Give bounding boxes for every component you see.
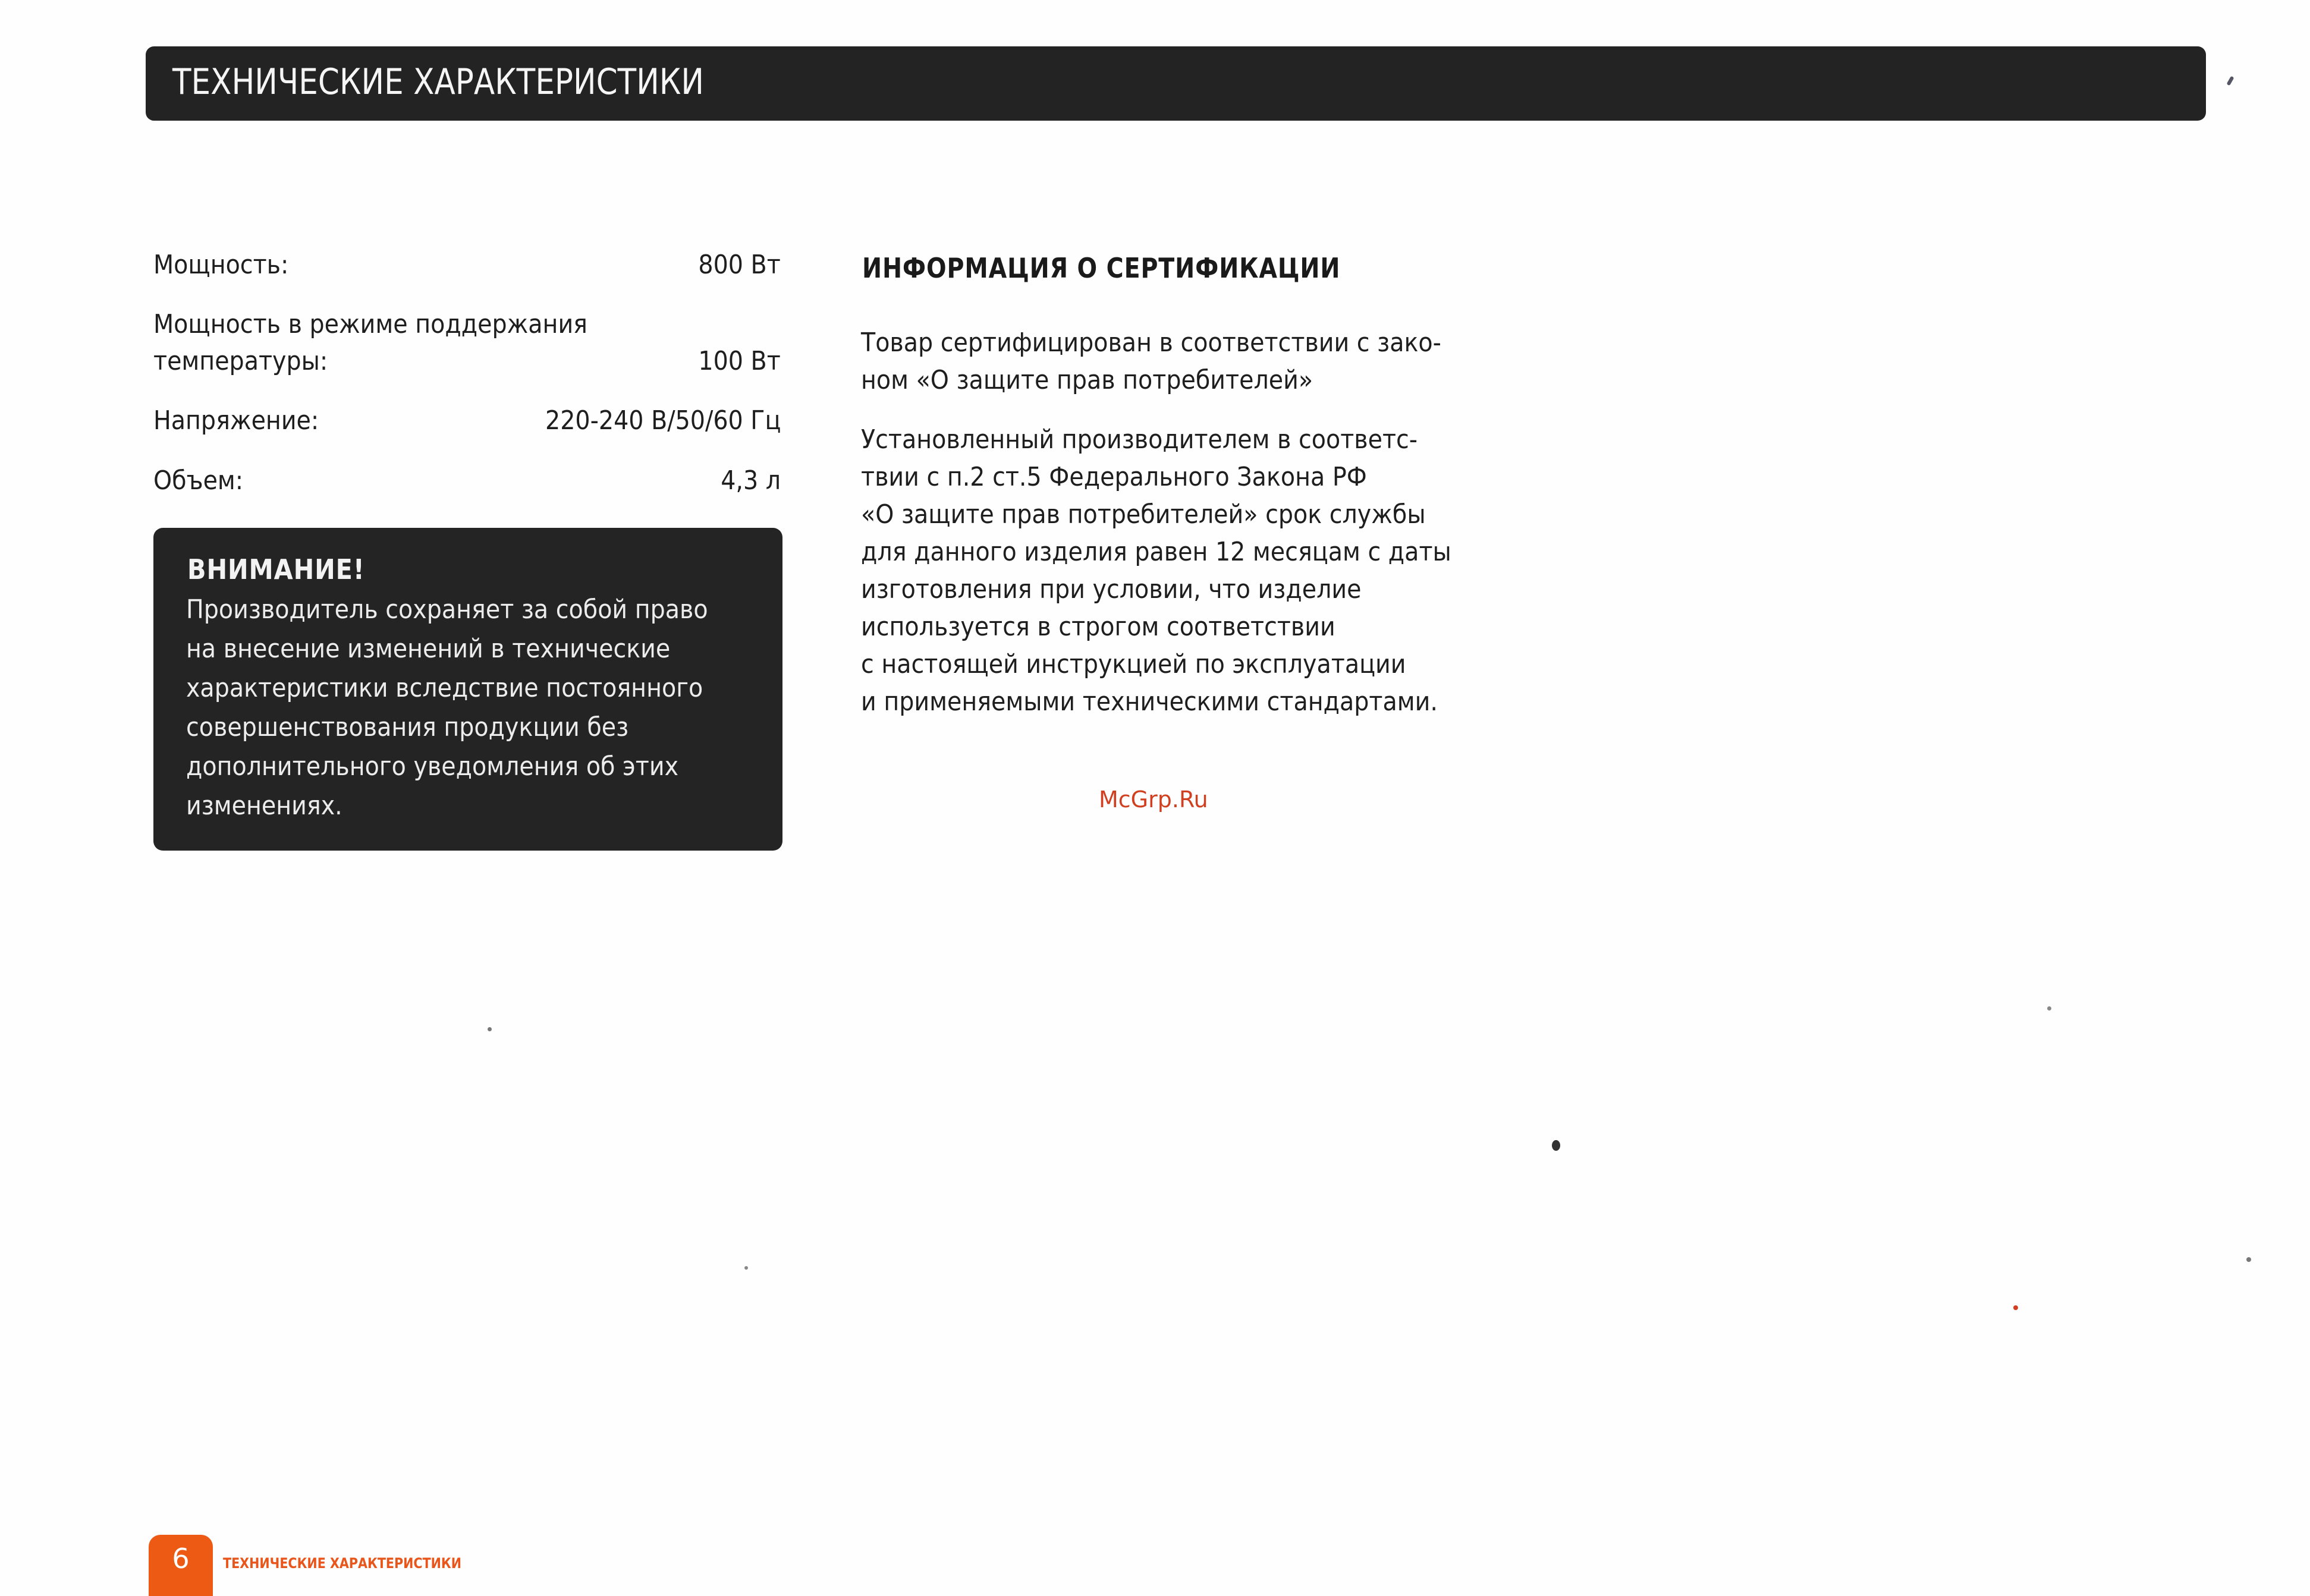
section-title: ТЕХНИЧЕСКИЕ ХАРАКТЕРИСТИКИ [172,61,705,103]
certification-line: используется в строгом соответствии [861,612,1335,642]
certification-line: Товар сертифицирован в соответствии с зако- [861,328,1441,358]
warning-line: дополнительного уведомления об этих [186,751,679,782]
scan-speck [2047,1006,2051,1011]
watermark: McGrp.Ru [1099,786,1208,813]
spec-value: 800 Вт [698,250,781,280]
scan-speck [744,1266,748,1270]
warning-line: совершенствования продукции без [186,712,629,742]
spec-label: Объем: [153,465,244,496]
scan-speck [2246,1257,2251,1262]
certification-line: изготовления при условии, что изделие [861,574,1362,605]
certification-line: и применяемыми техническими стандартами. [861,687,1438,717]
certification-line: с настоящей инструкцией по эксплуатации [861,649,1406,679]
scan-speck [1552,1140,1560,1151]
scan-speck [488,1027,492,1031]
spec-label: Мощность: [153,250,289,280]
certification-paragraph-1 [861,324,1515,399]
warning-line: изменениях. [186,791,342,821]
footer-section-label: ТЕХНИЧЕСКИЕ ХАРАКТЕРИСТИКИ [223,1555,462,1572]
spec-value: 100 Вт [698,346,781,376]
warning-line: на внесение изменений в технические [186,634,671,664]
spec-label: Напряжение: [153,405,319,436]
page-number: 6 [172,1543,190,1575]
certification-line: Установленный производителем в соответс- [861,424,1418,455]
spec-value: 220-240 В/50/60 Гц [545,405,781,436]
certification-title: ИНФОРМАЦИЯ О СЕРТИФИКАЦИИ [862,252,1341,284]
certification-line: «О защите прав потребителей» срок службы [861,499,1426,530]
spec-row-keep-warm-power [153,306,781,380]
scan-speck [2013,1305,2018,1310]
warning-line: характеристики вследствие постоянного [186,673,703,703]
warning-text [186,590,775,826]
spec-label-line2: температуры: [153,346,328,376]
certification-line: для данного изделия равен 12 месяцам с даты [861,537,1451,567]
spec-label-line1: Мощность в режиме поддержания [153,309,588,339]
scan-speck [2226,76,2234,86]
spec-value: 4,3 л [721,465,781,496]
certification-paragraph-2 [861,421,1515,720]
certification-line: твии с п.2 ст.5 Федерального Закона РФ [861,462,1367,492]
certification-line: ном «О защите прав потребителей» [861,365,1313,395]
warning-line: Производитель сохраняет за собой право [186,594,708,625]
warning-title: ВНИМАНИЕ! [187,553,365,585]
